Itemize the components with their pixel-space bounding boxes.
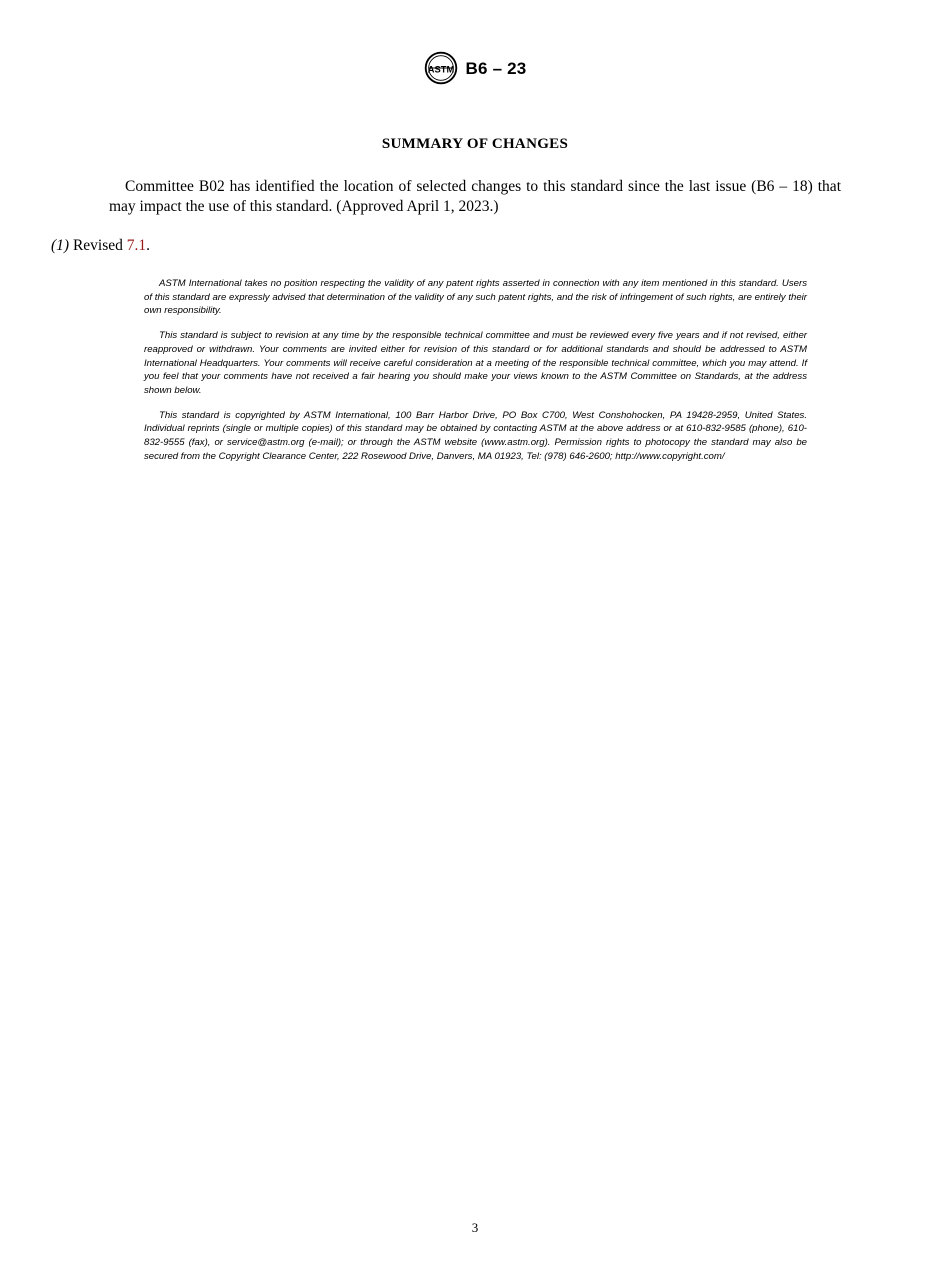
astm-logo-text: ASTM [427, 64, 454, 75]
page-header [0, 50, 950, 86]
section-link[interactable]: 7.1 [126, 237, 147, 254]
page-number: 3 [471, 1220, 479, 1235]
astm-logo-icon [424, 51, 458, 85]
summary-title: SUMMARY OF CHANGES [381, 136, 569, 152]
change-item [51, 236, 150, 256]
legal-notices [144, 277, 807, 474]
summary-intro: Committee B02 has identified the location of selected changes to this standard since the last issue (B6 – 18) that may impact the use of this standard. (Approved April 1, 2023.) [109, 178, 841, 215]
change-number: (1) [51, 237, 70, 254]
change-text: Revised [69, 237, 127, 254]
change-end: . [146, 237, 151, 254]
revision-notice: This standard is subject to revision at any time by the responsible technical committee and must be reviewed every five years and if not revised, either reapproved or withdrawn. Your comments are invited either for revision of this standard or for additional standards and should be addressed to ASTM International Headquarters. Your comments will receive careful consideration at a meeting of the responsible technical committee, which you may attend. If you feel that your comments have not received a fair hearing you should make your views known to the ASTM Committee on Standards, at the address shown below. [144, 330, 807, 396]
patent-notice: ASTM International takes no position respecting the validity of any patent rights asserted in connection with any item mentioned in this standard. Users of this standard are expressly advised that determination of the validity of any such patent rights, and the risk of infringement of such rights, are entirely their own responsibility. [144, 278, 807, 317]
standard-designation: B6 – 23 [465, 59, 527, 78]
copyright-notice: This standard is copyrighted by ASTM International, 100 Barr Harbor Drive, PO Box C700, West Conshohocken, PA 19428-2959, United States. Individual reprints (single or multiple copies) of this standard may be obtained by contacting ASTM at the above address or at 610-832-9585 (phone), 610-832-9555 (fax), or service@astm.org (e-mail); or through the ASTM website (www.astm.org). Permission rights to photocopy the standard may also be secured from the Copyright Clearance Center, 222 Rosewood Drive, Danvers, MA 01923, Tel: (978) 646-2600; http://www.copyright.com/ [144, 409, 807, 462]
